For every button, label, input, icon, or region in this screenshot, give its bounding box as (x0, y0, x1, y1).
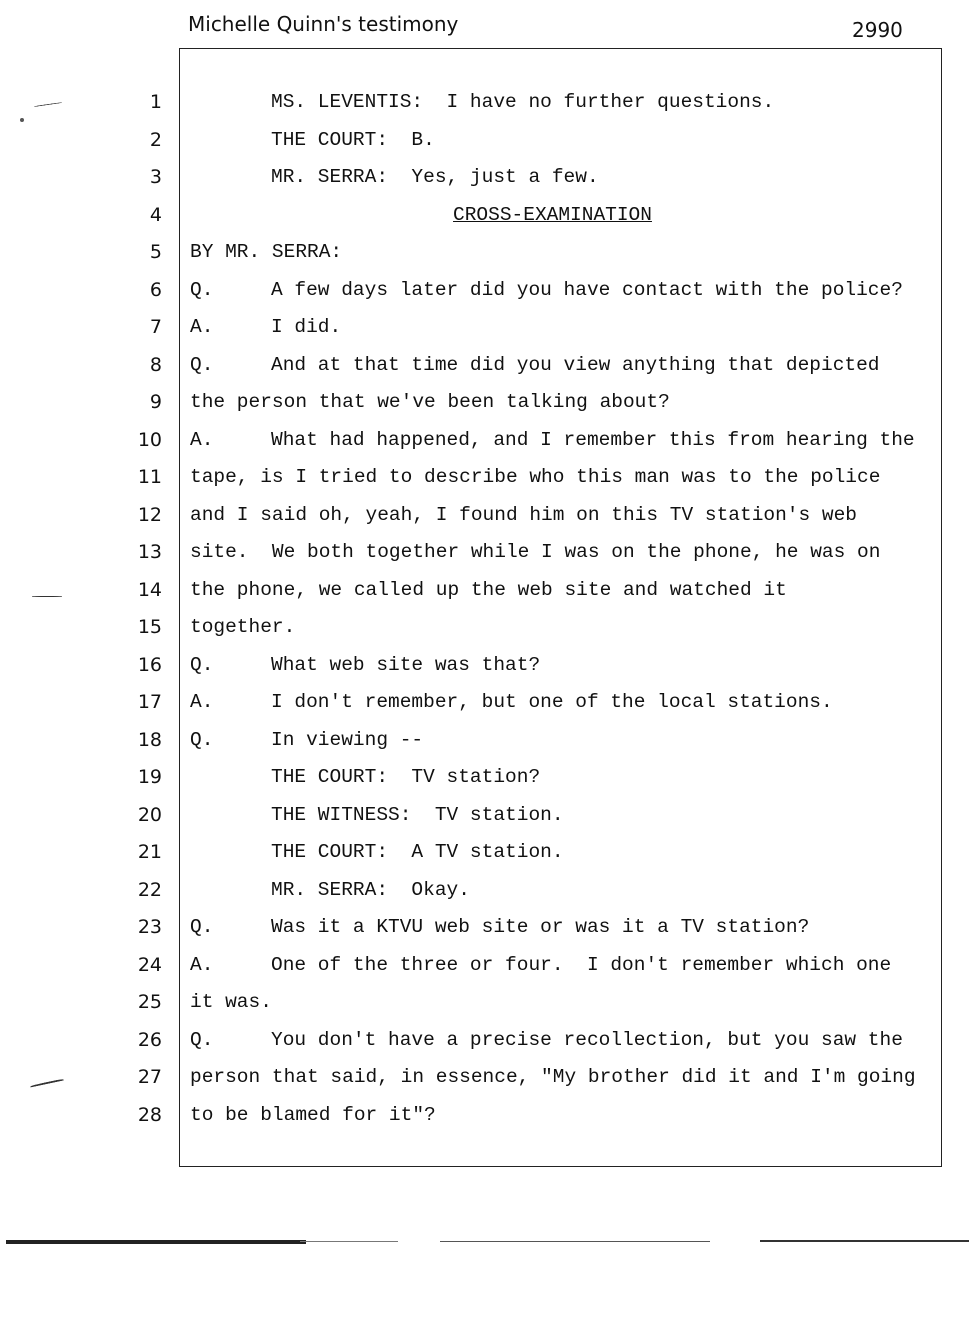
line-number: 28 (137, 1103, 162, 1126)
transcript-line (190, 197, 935, 235)
line-number: 21 (137, 841, 162, 863)
line-number: 5 (149, 241, 162, 263)
line-number: 11 (137, 466, 162, 488)
qa-marker: Q. (190, 916, 214, 938)
qa-text: One of the three or four. I don't remember which one (271, 953, 892, 976)
scan-edge-line (760, 1240, 969, 1242)
line-number: 17 (137, 691, 162, 713)
qa-marker: Q. (190, 728, 214, 751)
line-number: 12 (137, 503, 162, 526)
line-number-column (120, 84, 162, 1134)
transcript-line: BY MR. SERRA: (190, 241, 343, 263)
line-number: 18 (137, 728, 162, 751)
qa-marker: Q. (190, 653, 214, 676)
line-number: 3 (149, 166, 162, 188)
transcript-line: person that said, in essence, "My brother did it and I'm going (190, 1066, 916, 1088)
qa-text: I don't remember, but one of the local stations. (271, 691, 833, 713)
line-number: 22 (137, 878, 162, 901)
transcript-line: site. We both together while I was on the phone, he was on (190, 541, 881, 563)
line-number: 9 (149, 391, 162, 413)
page-number: 2990 (852, 18, 903, 42)
margin-pen-mark (30, 1078, 64, 1087)
line-number: 24 (137, 953, 162, 976)
qa-text: You don't have a precise recollection, but you saw the (271, 1028, 903, 1051)
transcript-line: to be blamed for it"? (190, 1103, 436, 1126)
transcript-line: MR. SERRA: Okay. (271, 878, 470, 901)
transcript-line (190, 947, 935, 985)
transcript-line: THE COURT: B. (271, 128, 435, 151)
qa-text: In viewing -- (271, 728, 424, 751)
line-number: 4 (149, 203, 162, 226)
qa-text: What web site was that? (271, 653, 541, 676)
transcript-line: THE COURT: TV station? (271, 766, 541, 788)
scan-edge-line (300, 1241, 398, 1242)
line-number: 16 (137, 653, 162, 676)
margin-pen-mark (32, 596, 62, 597)
transcript-line (190, 909, 935, 947)
qa-marker: Q. (190, 1028, 214, 1051)
qa-marker: Q. (190, 353, 214, 376)
transcript-line: and I said oh, yeah, I found him on this TV station's web (190, 503, 858, 526)
line-number: 2 (149, 128, 162, 151)
scan-edge-line (440, 1241, 710, 1242)
transcript-line: together. (190, 616, 296, 638)
qa-marker: A. (190, 316, 214, 338)
qa-text: What had happened, and I remember this from hearing the (271, 428, 915, 451)
qa-marker: A. (190, 953, 214, 976)
transcript-line (190, 684, 935, 722)
line-number: 15 (137, 616, 162, 638)
transcript-line: THE WITNESS: TV station. (271, 803, 564, 826)
transcript-line (190, 722, 935, 760)
margin-pen-mark (34, 102, 62, 107)
transcript-line: THE COURT: A TV station. (271, 841, 564, 863)
line-number: 26 (137, 1028, 162, 1051)
margin-pen-dot (20, 118, 24, 122)
line-number: 6 (149, 278, 162, 301)
transcript-line (190, 1022, 935, 1060)
transcript-line: the phone, we called up the web site and watched it (190, 578, 787, 601)
document-title: Michelle Quinn's testimony (188, 12, 459, 36)
transcript-line (190, 647, 935, 685)
transcript-line (190, 347, 935, 385)
line-number: 20 (137, 803, 162, 826)
transcript-line (190, 422, 935, 460)
line-number: 19 (137, 766, 162, 788)
transcript-body (190, 84, 935, 1134)
line-number: 1 (149, 91, 162, 113)
qa-text: A few days later did you have contact with the police? (271, 278, 903, 301)
section-heading: CROSS-EXAMINATION (453, 203, 652, 226)
qa-text: Was it a KTVU web site or was it a TV station? (271, 916, 810, 938)
line-number: 27 (137, 1066, 162, 1088)
qa-marker: A. (190, 691, 214, 713)
line-number: 25 (137, 991, 162, 1013)
line-number: 14 (137, 578, 162, 601)
line-number: 10 (137, 428, 162, 451)
transcript-line: the person that we've been talking about? (190, 391, 670, 413)
transcript-line: MS. LEVENTIS: I have no further questions. (271, 91, 775, 113)
qa-marker: Q. (190, 278, 214, 301)
transcript-line (190, 272, 935, 310)
qa-marker: A. (190, 428, 214, 451)
qa-text: I did. (271, 316, 342, 338)
line-number: 13 (137, 541, 162, 563)
line-number: 8 (149, 353, 162, 376)
line-number: 7 (149, 316, 162, 338)
transcript-line: MR. SERRA: Yes, just a few. (271, 166, 599, 188)
qa-text: And at that time did you view anything that depicted (271, 353, 880, 376)
transcript-line (190, 309, 935, 347)
transcript-line: tape, is I tried to describe who this man was to the police (190, 466, 881, 488)
transcript-line: it was. (190, 991, 272, 1013)
scan-edge-line (6, 1240, 306, 1244)
line-number: 23 (137, 916, 162, 938)
